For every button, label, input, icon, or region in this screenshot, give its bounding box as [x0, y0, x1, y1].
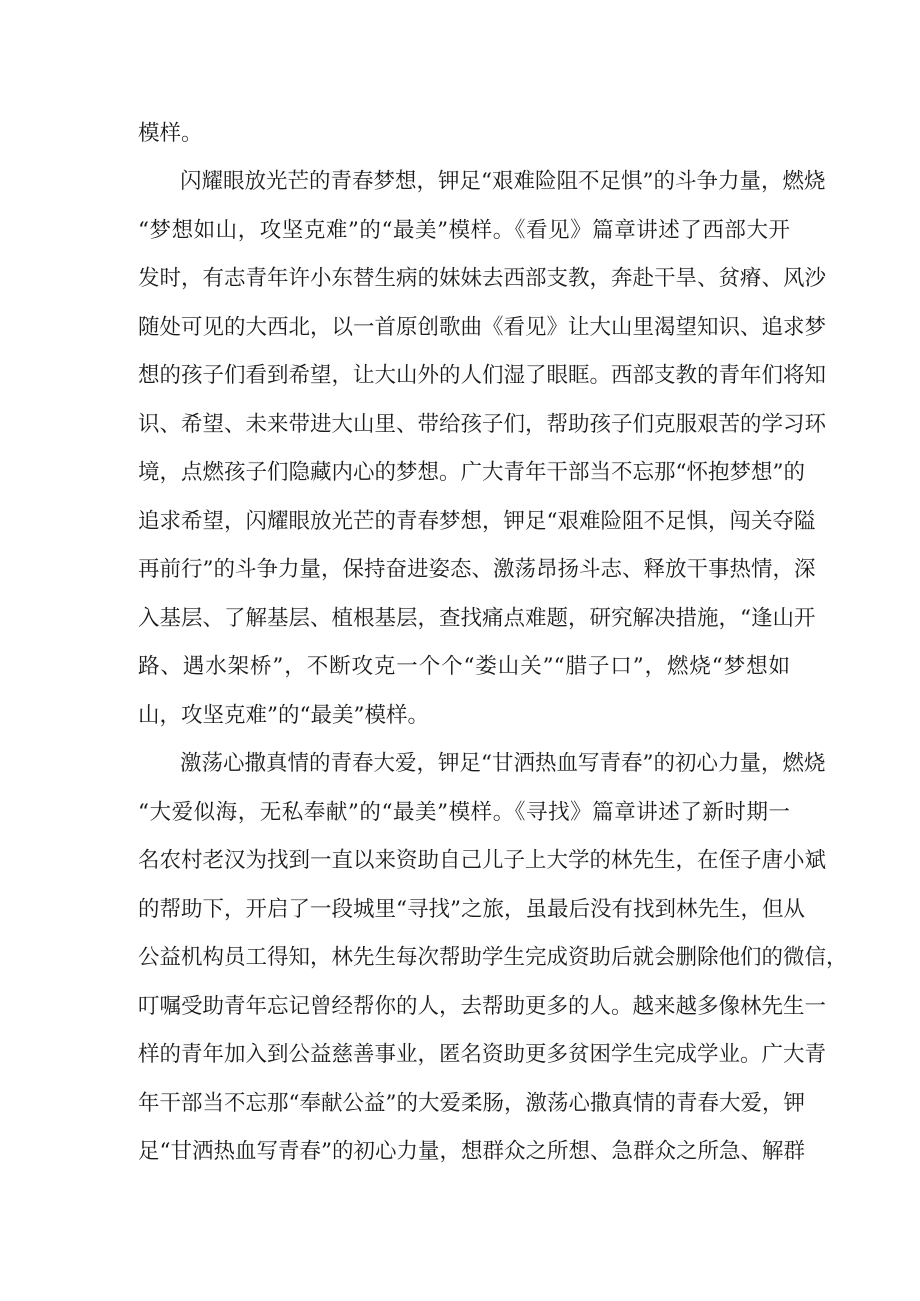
- text-line: “大爱似海，无私奉献”的“最美”模样。《寻找》篇章讲述了新时期一: [138, 800, 790, 825]
- text-line: 随处可见的大西北，以一首原创歌曲《看见》让大山里渴望知识、追求梦: [138, 315, 827, 340]
- text-line: 境，点燃孩子们隐藏内心的梦想。广大青年干部当不忘那“怀抱梦想”的: [138, 460, 805, 485]
- text-line: 叮嘱受助青年忘记曾经帮你的人，去帮助更多的人。越来越多像林先生一: [138, 994, 827, 1019]
- text-line: 路、遇水架桥”，不断攻克一个个“娄山关”“腊子口”，燃烧“梦想如: [138, 654, 790, 679]
- text-line: 的帮助下，开启了一段城里“寻找”之旅，虽最后没有找到林先生，但从: [138, 897, 805, 922]
- text-line: 模样。: [138, 121, 203, 146]
- text-line: 山，攻坚克难”的“最美”模样。: [138, 703, 429, 728]
- text-line: 追求希望，闪耀眼放光芒的青春梦想，钾足“艰难险阻不足惧，闯关夺隘: [138, 509, 816, 534]
- text-line: 公益机构员工得知，林先生每次帮助学生完成资助后就会删除他们的微信，: [138, 945, 848, 970]
- text-line: 名农村老汉为找到一直以来资助自己儿子上大学的林先生，在侄子唐小斌: [138, 848, 827, 873]
- text-line: “梦想如山，攻坚克难”的“最美”模样。《看见》篇章讲述了西部大开: [138, 218, 790, 243]
- text-line: 样的青年加入到公益慈善事业，匿名资助更多贫困学生完成学业。广大青: [138, 1042, 827, 1067]
- text-line: 识、希望、未来带进大山里、带给孩子们，帮助孩子们克服艰苦的学习环: [138, 412, 827, 437]
- text-line: 年干部当不忘那“奉献公益”的大爱柔肠，激荡心撒真情的青春大爱，钾: [138, 1091, 805, 1116]
- text-line: 足“甘洒热血写青春”的初心力量，想群众之所想、急群众之所急、解群: [138, 1139, 805, 1164]
- text-line: 想的孩子们看到希望，让大山外的人们湿了眼眶。西部支教的青年们将知: [138, 363, 827, 388]
- text-line: 入基层、了解基层、植根基层，查找痛点难题，研究解决措施，“逢山开: [138, 606, 816, 631]
- text-line: 再前行”的斗争力量，保持奋进姿态、激荡昂扬斗志、释放干事热情，深: [138, 557, 816, 582]
- paragraph-2-first-line: 激荡心撒真情的青春大爱，钾足“甘洒热血写青春”的初心力量，燃烧: [180, 751, 826, 776]
- text-line: 发时，有志青年许小东替生病的妹妹去西部支教，奔赴干旱、贫瘠、风沙: [138, 266, 827, 291]
- paragraph-1-first-line: 闪耀眼放光芒的青春梦想，钾足“艰难险阻不足惧”的斗争力量，燃烧: [180, 169, 826, 194]
